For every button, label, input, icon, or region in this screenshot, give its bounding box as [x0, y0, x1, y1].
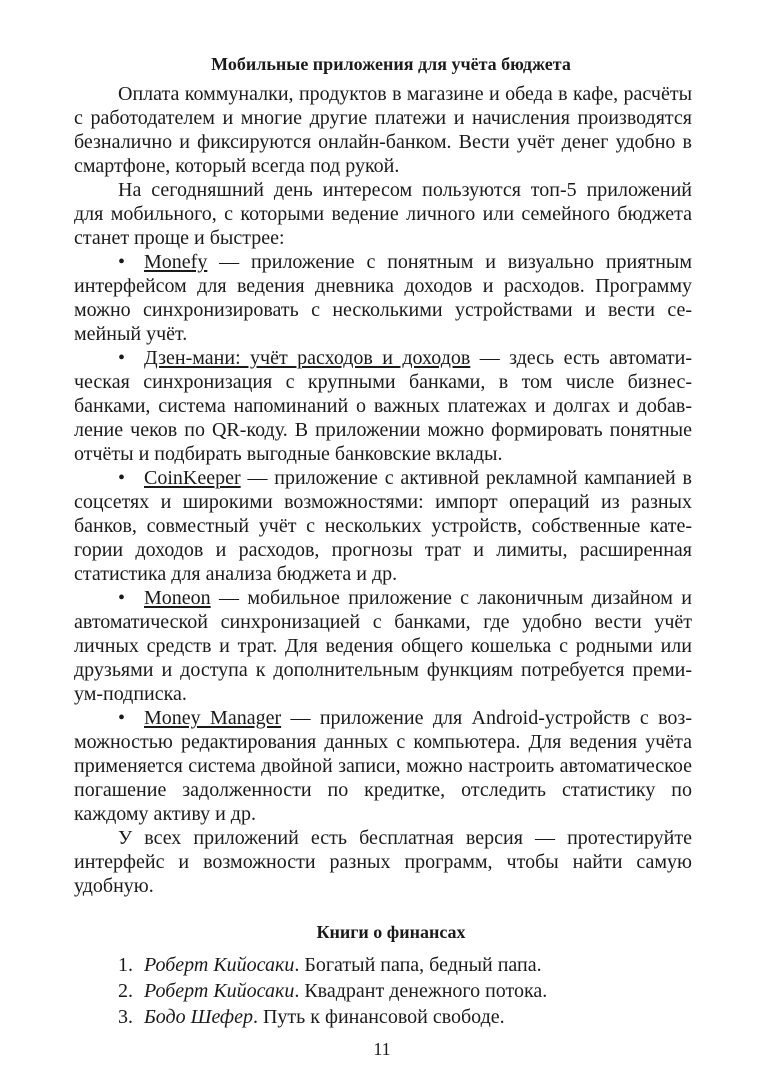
- book-author: Роберт Кийосаки: [144, 980, 295, 1002]
- app-list-item: [74, 586, 692, 706]
- app-description: — мобильное приложение с лаконичным дизайном и автоматической синхронизацией с банками, где удобно вести учёт личных средств и трат. Для ведения общего кошелька с родными или друзьями и доступа к дополнительным функциям потребуется премиум-подписка.: [74, 587, 692, 705]
- page-number: 11: [373, 1039, 391, 1059]
- app-link-monefy[interactable]: Monefy: [144, 251, 208, 273]
- app-list-item: [74, 250, 692, 346]
- app-link-money-manager[interactable]: Money Manager: [144, 707, 282, 729]
- app-description: — здесь есть автоматическая синхронизация с крупными банками, в том числе бизнес-банками, система напоминаний о важных платежах и долгах и добавление чеков по QR-коду. В приложении можно формировать понятные отчёты и подбирать выгодные банковские вклады.: [74, 347, 692, 465]
- closing-paragraph: У всех приложений есть бесплатная версия — протестируйте интерфейс и возможности разных программ, чтобы найти самую удобную.: [74, 827, 692, 897]
- book-number: 1.: [118, 954, 133, 976]
- app-list-item: [74, 466, 692, 586]
- document-page: [74, 52, 692, 1030]
- book-item: [118, 978, 692, 1004]
- app-list-item: [74, 706, 692, 826]
- book-author: Роберт Кийосаки: [144, 954, 295, 976]
- book-title: . Путь к финансовой свободе.: [252, 1006, 505, 1028]
- app-description: — приложение с понятным и визуально приятным интерфейсом для ведения дневника доходов и расходов. Программу можно синхронизировать с несколькими устройствами и вести семейный учёт.: [74, 251, 692, 345]
- section-title: Мобильные приложения для учёта бюджета: [211, 54, 571, 74]
- book-author: Бодо Шефер: [144, 1006, 253, 1028]
- book-item: [118, 952, 692, 978]
- bullet-icon: •: [118, 251, 126, 273]
- bullet-icon: •: [118, 347, 126, 369]
- app-link-moneon[interactable]: Moneon: [144, 587, 211, 609]
- bullet-icon: •: [118, 707, 126, 729]
- book-number: 2.: [118, 980, 133, 1002]
- bullet-icon: •: [118, 467, 126, 489]
- app-link-coinkeeper[interactable]: CoinKeeper: [144, 467, 241, 489]
- book-number: 3.: [118, 1006, 133, 1028]
- app-list-item: [74, 346, 692, 466]
- intro-paragraph-1: Оплата коммуналки, продуктов в магазине и обеда в кафе, расчёты с работодателем и многие другие платежи и начисления производятся безналично и фиксируются онлайн-банком. Вести учёт денег удобно в смартфоне, который всегда под рукой.: [74, 83, 692, 177]
- app-link-zen-money[interactable]: Дзен-мани: учёт расходов и доходов: [144, 347, 471, 369]
- app-description: — приложение с активной рекламной кампанией в соцсетях и широкими возможностями: импорт операций из разных банков, совместный учёт с нескольких устройств, собственные категории доходов и расходов, прогнозы трат и лимиты, расширенная статистика для анализа бюджета и др.: [74, 467, 692, 585]
- book-title: . Богатый папа, бедный папа.: [294, 954, 542, 976]
- app-description: — приложение для Android-устройств с возможностью редактирования данных с компьютера. Для ведения учёта применяется система двойной записи, можно настроить автоматическое погашение задолженности по кредитке, отследить статистику по каждому активу и др.: [74, 707, 692, 825]
- intro-paragraph-2: На сегодняшний день интересом пользуются топ-5 приложений для мобильного, с которыми ведение личного или семейного бюджета станет проще и быстрее:: [74, 179, 692, 249]
- books-title: Книги о финансах: [316, 922, 466, 942]
- book-list: [74, 952, 692, 1030]
- bullet-icon: •: [118, 587, 126, 609]
- book-title: . Квадрант денежного потока.: [294, 980, 548, 1002]
- book-item: [118, 1004, 692, 1030]
